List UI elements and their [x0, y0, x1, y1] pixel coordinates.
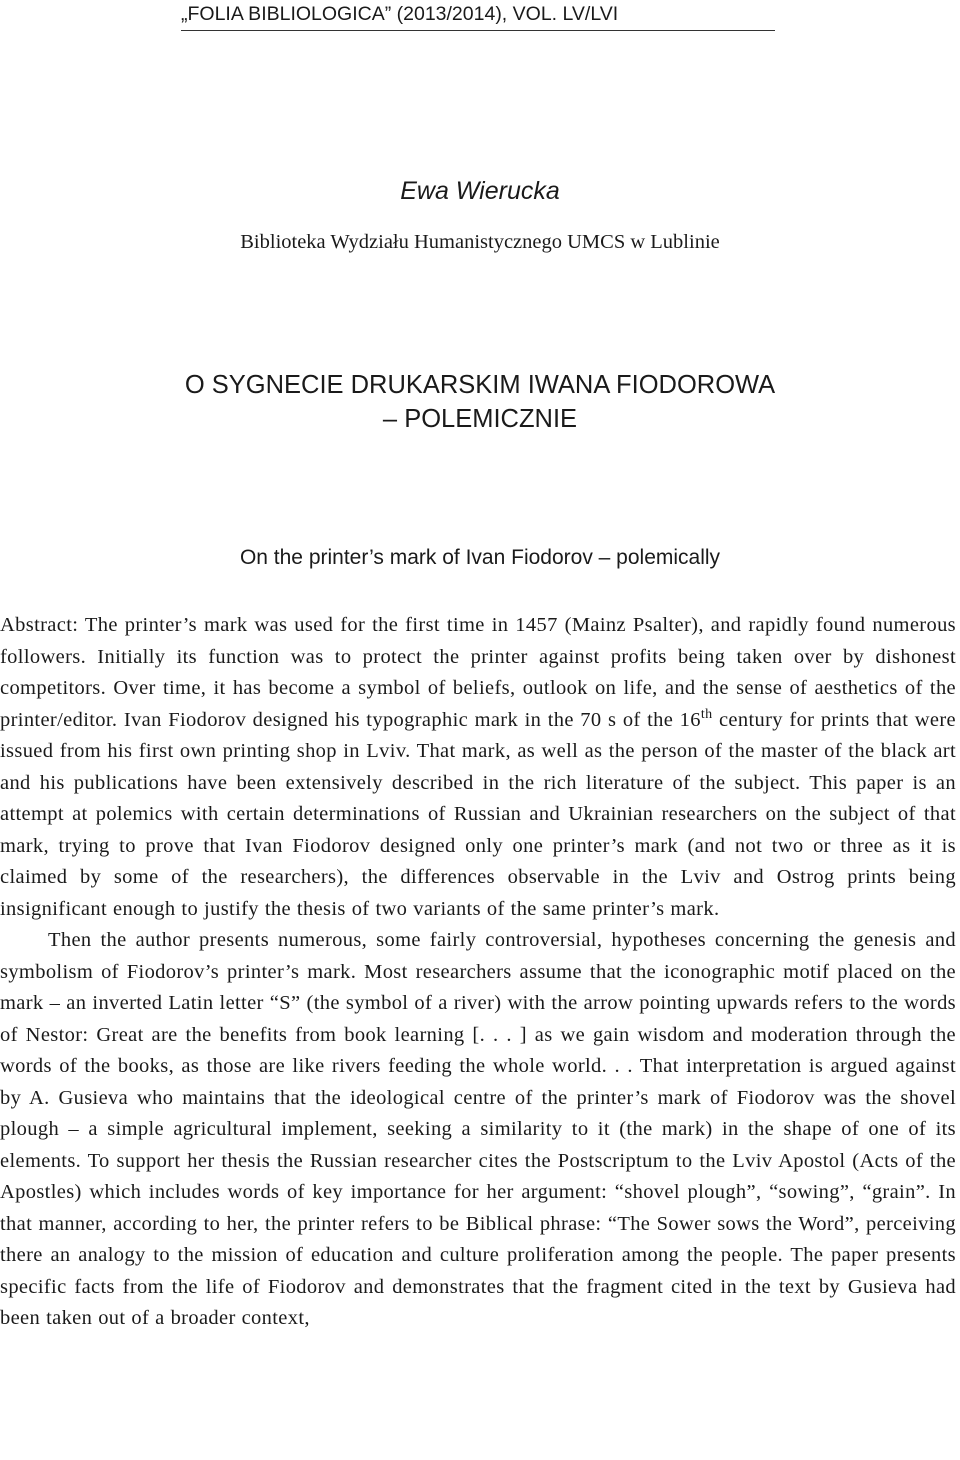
abstract-paragraph-2: Then the author presents numerous, some fairly controversial, hypotheses concerning the genesis and symbolism of Fiodorov’s printer’s mark. Most researchers assume that the iconographic motif placed on the mark – an inverted Latin letter “S” (the symbol of a river) with the arrow pointing upwards refers to the words of Nestor: Great are the benefits from book learning [. . . ] as we gain wisdom and moderation through the words of the books, as those are like rivers feeding the whole world. . . That interpretation is argued against by A. Gusieva who maintains that the ideological centre of the printer’s mark of Fiodorov was the shovel plough – a simple agricultural implement, seeking a similarity to it (the mark) in the shape of one of its elements. To support her thesis the Russian researcher cites the Postscriptum to the Lviv Apostol (Acts of the Apostles) which includes words of key importance for her argument: “shovel plough”, “sowing”, “grain”. In that manner, according to her, the printer refers to be Biblical phrase: “The Sower sows the Word”, perceiving there an analogy to the mission of education and culture proliferation among the people. The paper presents specific facts from the life of Fiodorov and demonstrates that the fragment cited in the text by Gusieva had been taken out of a broader context, [0, 929, 956, 1329]
author-affiliation: Biblioteka Wydziału Humanistycznego UMCS w Lublinie [240, 231, 720, 253]
running-head: „FOLIA BIBLIOLOGICA” (2013/2014), VOL. LV/LVI [181, 3, 619, 25]
article-title-line-1: O SYGNECIE DRUKARSKIM IWANA FIODOROWA [184, 371, 776, 399]
abstract-label: Abstract: [0, 614, 79, 636]
abstract-text-part-2: century for prints that were issued from his first own printing shop in Lviv. That mark, as well as the person of the master of the black art and his publications have been extensively described in the rich literature of the subject. This paper is an attempt at polemics with certain determinations of Russian and Ukrainian researchers on the subject of that mark, trying to prove that Ivan Fiodorov designed only one printer’s mark (and not two or three as it is claimed by some of the researchers), the differences observable in the Lviv and Ostrog prints being insignificant enough to justify the thesis of two variants of the same printer’s mark. [0, 708, 956, 920]
author-name: Ewa Wierucka [400, 177, 560, 205]
article-title-line-2: – POLEMICZNIE [382, 405, 578, 433]
abstract-text-part-1: The printer’s mark was used for the first time in 1457 (Mainz Psalter), and rapidly found numerous followers. Initially its function was to protect the printer against profits being taken over by dishonest competitors. Over time, it has become a symbol of beliefs, outlook on life, and the sense of aesthetics of the printer/editor. Ivan Fiodorov designed his typographic mark in the 70 s of the 16 [0, 614, 957, 731]
english-title: On the printer’s mark of Ivan Fiodorov – polemically [239, 546, 721, 569]
header-rule [181, 30, 775, 31]
abstract [0, 610, 956, 1335]
article-title [0, 368, 960, 436]
ordinal-superscript: th [700, 706, 713, 722]
abstract-paragraph-1 [0, 610, 956, 925]
